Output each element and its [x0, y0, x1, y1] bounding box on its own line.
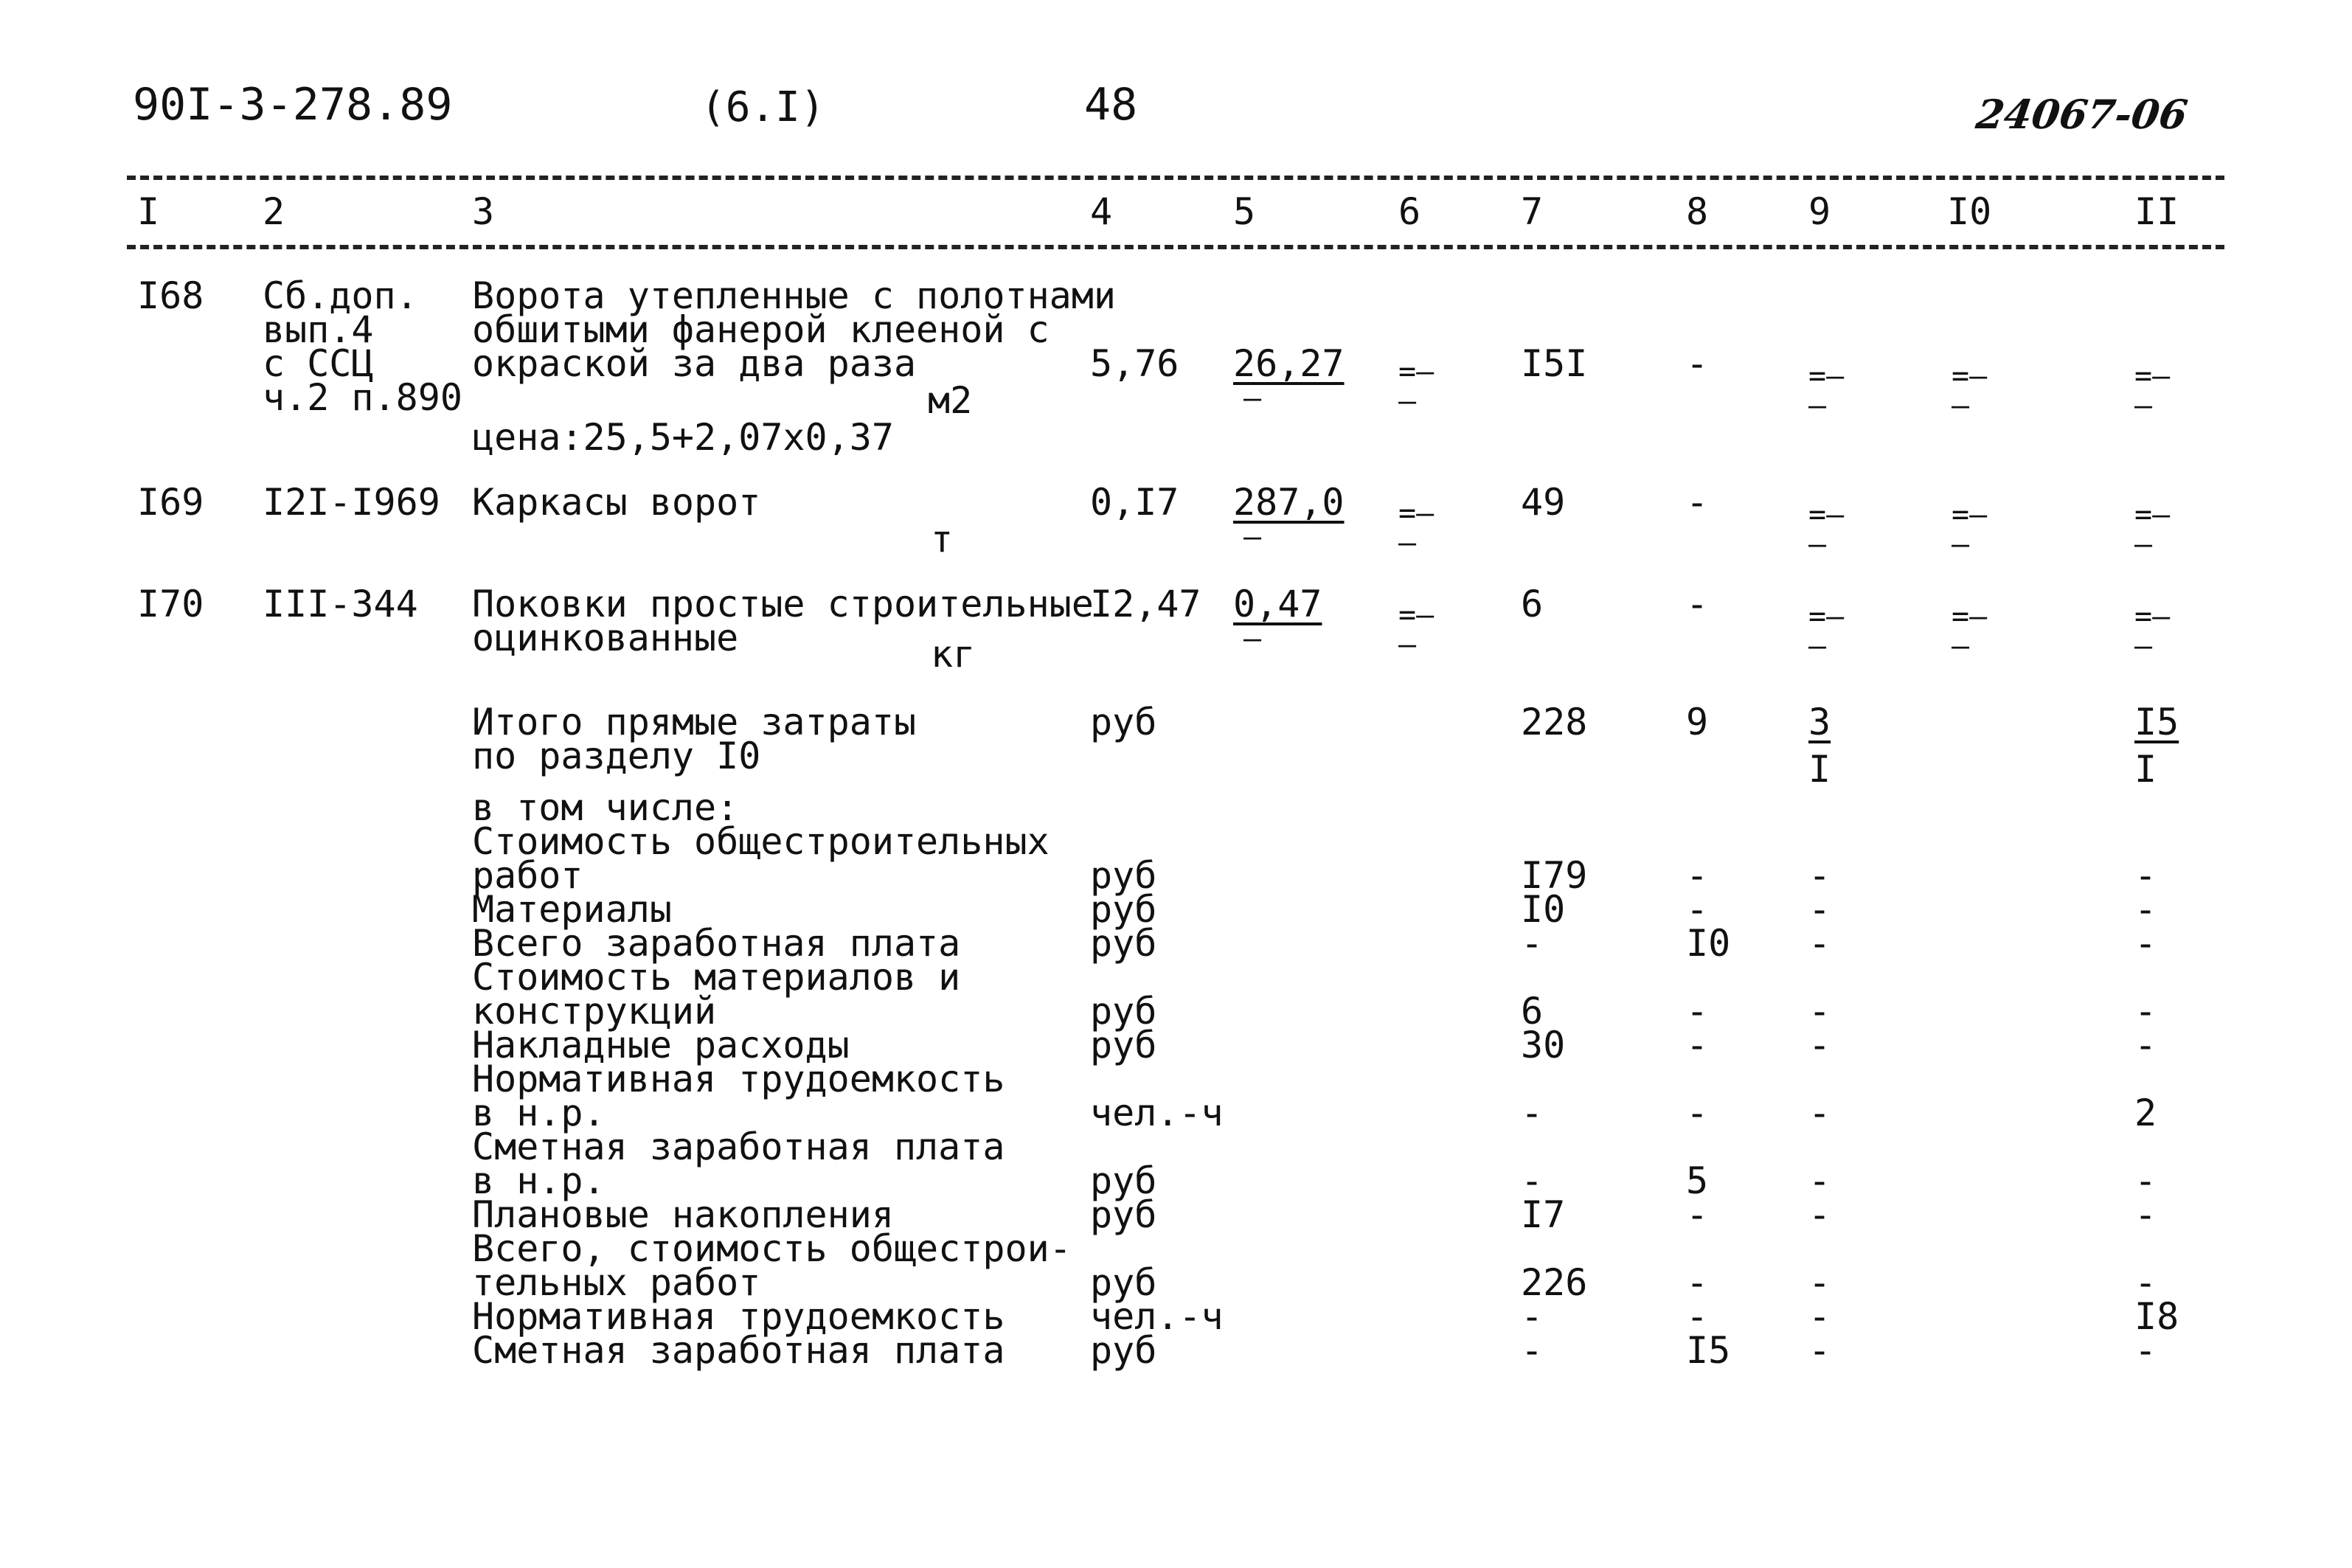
column-header-3: 3	[472, 190, 495, 233]
column-header-5: 5	[1233, 190, 1256, 233]
ditto-mark: =— –	[1952, 359, 1988, 423]
ditto-mark: =— –	[1952, 498, 1988, 561]
dash-mark: –	[1243, 622, 1262, 656]
rate-source: III-344	[263, 583, 418, 625]
dash-mark: –	[1243, 381, 1262, 415]
column-header-8: 8	[1686, 190, 1709, 233]
header-top-rule	[127, 176, 2224, 180]
cost-column-7: 49	[1521, 481, 1566, 524]
cost-column-8: -	[1686, 583, 1709, 625]
quantity: 5,76	[1090, 342, 1179, 385]
unit-price: 287,0	[1233, 481, 1345, 524]
header-bottom-rule	[127, 245, 2224, 249]
column-header-2: 2	[263, 190, 285, 233]
unit-of-measure: м2	[928, 379, 973, 422]
work-description: Поковки простые строительные оцинкованные	[472, 583, 1094, 659]
cost-column-8: -	[1686, 481, 1709, 524]
totals-column-9-sub: I	[1808, 748, 1831, 791]
work-description: Каркасы ворот	[472, 481, 761, 524]
breakdown-column-7: I79 I0 - 6 30 - - I7 226 - -	[1521, 854, 1588, 1372]
breakdown-descriptions: в том числе: Стоимость общестроительных работ Материалы Всего заработная плата Стоимость материалов и конструкций Накладные расходы Нормативная трудоемкость в н.р. Сметная заработная плата в н.р. Плановые накопления Всего, стоимость общестрои- тельных работ Нормативная трудоемкость Сметная заработная плата	[472, 786, 1072, 1372]
totals-column-9: 3	[1808, 701, 1831, 743]
totals-column-8: 9	[1686, 701, 1709, 743]
cost-column-7: 6	[1521, 583, 1544, 625]
totals-column-11: I5	[2134, 701, 2179, 743]
column-header-6: 6	[1398, 190, 1421, 233]
handwritten-reference: 24067-06	[1973, 91, 2190, 138]
ditto-mark: =— –	[1808, 600, 1845, 663]
ditto-mark: =— –	[2134, 359, 2171, 423]
column-header-11: II	[2134, 190, 2179, 233]
cost-column-7: I5I	[1521, 342, 1588, 385]
unit-of-measure: т	[931, 518, 954, 561]
totals-unit: руб	[1090, 701, 1157, 743]
work-description: Ворота утепленные с полотнами обшитыми фанерой клееной с окраской за два раза	[472, 274, 1116, 385]
breakdown-column-11: - - - - - 2 - - - I8 -	[2134, 854, 2179, 1372]
cost-column-8: -	[1686, 342, 1709, 385]
totals-label: Итого прямые затраты по разделу I0	[472, 701, 917, 777]
ditto-mark: =— –	[1808, 359, 1845, 423]
ditto-mark: =— –	[1398, 496, 1435, 560]
dash-mark: –	[1243, 520, 1262, 554]
column-header-7: 7	[1521, 190, 1544, 233]
ditto-mark: =— –	[1398, 355, 1435, 418]
ditto-mark: =— –	[1398, 598, 1435, 662]
breakdown-column-9: - - - - - - - - - - -	[1808, 854, 1831, 1372]
column-header-1: I	[137, 190, 160, 233]
row-number: I68	[137, 274, 204, 317]
page-number: 48	[1084, 79, 1138, 131]
document-code: 90I-3-278.89	[133, 79, 453, 131]
totals-column-7: 228	[1521, 701, 1588, 743]
unit-price: 26,27	[1233, 342, 1345, 385]
rate-source: I2I-I969	[263, 481, 440, 524]
quantity: 0,I7	[1090, 481, 1179, 524]
unit-of-measure: кг	[931, 633, 976, 676]
row-number: I69	[137, 481, 204, 524]
price-formula: цена:25,5+2,07х0,37	[472, 416, 894, 459]
ditto-mark: =— –	[1808, 498, 1845, 561]
totals-column-11-sub: I	[2134, 748, 2157, 791]
ditto-mark: =— –	[2134, 600, 2171, 663]
column-header-10: I0	[1947, 190, 1992, 233]
section-number: (6.I)	[701, 83, 825, 131]
row-number: I70	[137, 583, 204, 625]
ditto-mark: =— –	[2134, 498, 2171, 561]
column-header-4: 4	[1090, 190, 1113, 233]
ditto-mark: =— –	[1952, 600, 1988, 663]
quantity: I2,47	[1090, 583, 1201, 625]
rate-source: Сб.доп. вып.4 с ССЦ ч.2 п.890	[263, 274, 462, 419]
breakdown-column-8: - - I0 - - - 5 - - - I5	[1686, 854, 1731, 1372]
breakdown-units: руб руб руб руб руб чел.-ч руб руб руб чел.-ч руб	[1090, 854, 1224, 1372]
unit-price: 0,47	[1233, 583, 1322, 625]
column-header-9: 9	[1808, 190, 1831, 233]
